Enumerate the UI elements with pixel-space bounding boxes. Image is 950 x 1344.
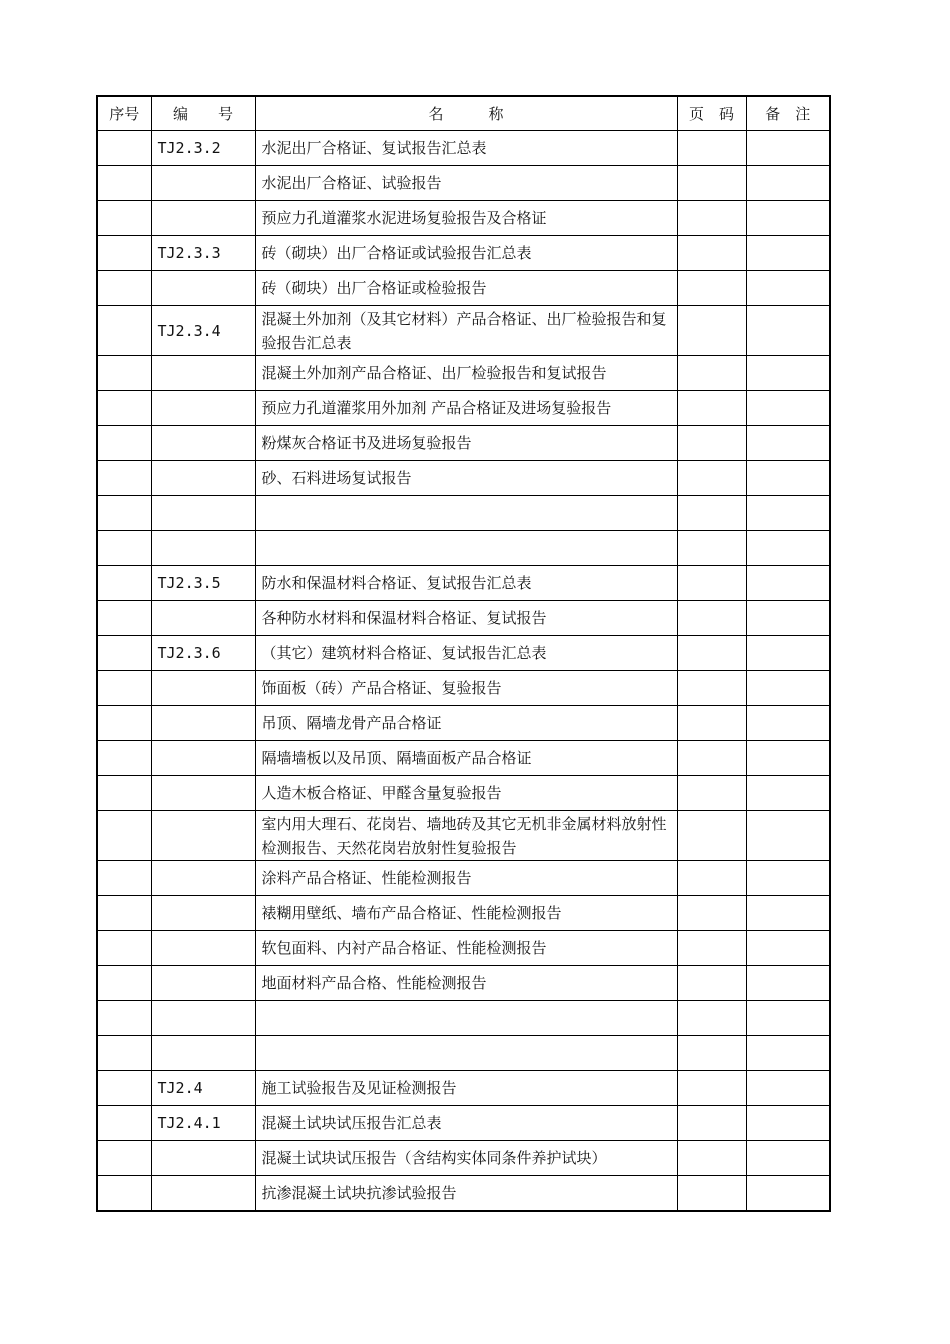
code-cell [151, 391, 255, 426]
seq-cell [97, 861, 151, 896]
code-cell [151, 271, 255, 306]
remark-cell [746, 741, 830, 776]
remark-cell [746, 1176, 830, 1212]
seq-cell [97, 496, 151, 531]
page-cell [677, 131, 746, 166]
seq-cell [97, 461, 151, 496]
remark-cell [746, 131, 830, 166]
table-row [97, 131, 830, 166]
remark-cell [746, 811, 830, 861]
remark-cell [746, 601, 830, 636]
name-cell: 砖（砌块）出厂合格证或检验报告 [255, 271, 677, 306]
remark-cell [746, 356, 830, 391]
seq-cell [97, 896, 151, 931]
header-remark: 备 注 [746, 96, 830, 131]
page-cell [677, 776, 746, 811]
name-cell: （其它）建筑材料合格证、复试报告汇总表 [255, 636, 677, 671]
code-cell [151, 356, 255, 391]
code-cell: TJ2.3.5 [151, 566, 255, 601]
seq-cell [97, 706, 151, 741]
seq-cell [97, 931, 151, 966]
page-cell [677, 1036, 746, 1071]
table-row [97, 461, 830, 496]
page-cell [677, 896, 746, 931]
remark-cell [746, 966, 830, 1001]
seq-cell [97, 391, 151, 426]
page-cell [677, 741, 746, 776]
remark-cell [746, 236, 830, 271]
name-cell: 预应力孔道灌浆用外加剂 产品合格证及进场复验报告 [255, 391, 677, 426]
table-row [97, 1001, 830, 1036]
code-cell [151, 531, 255, 566]
page-cell [677, 496, 746, 531]
seq-cell [97, 1176, 151, 1212]
table-row [97, 566, 830, 601]
name-cell: 饰面板（砖）产品合格证、复验报告 [255, 671, 677, 706]
table-body [97, 131, 830, 1212]
code-cell [151, 1176, 255, 1212]
seq-cell [97, 306, 151, 356]
seq-cell [97, 531, 151, 566]
remark-cell [746, 706, 830, 741]
name-cell: 各种防水材料和保温材料合格证、复试报告 [255, 601, 677, 636]
remark-cell [746, 201, 830, 236]
code-cell [151, 776, 255, 811]
table-row [97, 166, 830, 201]
name-cell: 软包面料、内衬产品合格证、性能检测报告 [255, 931, 677, 966]
code-cell [151, 861, 255, 896]
page-cell [677, 811, 746, 861]
name-cell [255, 531, 677, 566]
code-cell [151, 966, 255, 1001]
table-row [97, 391, 830, 426]
remark-cell [746, 391, 830, 426]
name-cell: 裱糊用壁纸、墙布产品合格证、性能检测报告 [255, 896, 677, 931]
code-cell [151, 461, 255, 496]
table-row [97, 776, 830, 811]
name-cell: 涂料产品合格证、性能检测报告 [255, 861, 677, 896]
code-cell: TJ2.4 [151, 1071, 255, 1106]
table-row [97, 706, 830, 741]
page-cell [677, 671, 746, 706]
page-cell [677, 601, 746, 636]
header-page: 页 码 [677, 96, 746, 131]
seq-cell [97, 1106, 151, 1141]
name-cell: 粉煤灰合格证书及进场复验报告 [255, 426, 677, 461]
table-row [97, 861, 830, 896]
document-index-table [96, 95, 831, 1212]
remark-cell [746, 461, 830, 496]
seq-cell [97, 671, 151, 706]
code-cell [151, 896, 255, 931]
page-cell [677, 391, 746, 426]
name-cell: 混凝土外加剂（及其它材料）产品合格证、出厂检验报告和复验报告汇总表 [255, 306, 677, 356]
table-row [97, 931, 830, 966]
remark-cell [746, 271, 830, 306]
code-cell [151, 1001, 255, 1036]
code-cell: TJ2.3.4 [151, 306, 255, 356]
remark-cell [746, 931, 830, 966]
name-cell: 施工试验报告及见证检测报告 [255, 1071, 677, 1106]
page-cell [677, 426, 746, 461]
seq-cell [97, 356, 151, 391]
name-cell [255, 1001, 677, 1036]
code-cell: TJ2.4.1 [151, 1106, 255, 1141]
page-cell [677, 706, 746, 741]
remark-cell [746, 636, 830, 671]
table-row [97, 1176, 830, 1212]
table-row [97, 601, 830, 636]
name-cell: 防水和保温材料合格证、复试报告汇总表 [255, 566, 677, 601]
code-cell [151, 931, 255, 966]
seq-cell [97, 1071, 151, 1106]
table-row [97, 496, 830, 531]
name-cell: 地面材料产品合格、性能检测报告 [255, 966, 677, 1001]
remark-cell [746, 671, 830, 706]
code-cell [151, 671, 255, 706]
page-cell [677, 531, 746, 566]
table-row [97, 741, 830, 776]
remark-cell [746, 1001, 830, 1036]
remark-cell [746, 1071, 830, 1106]
table-row [97, 636, 830, 671]
remark-cell [746, 1141, 830, 1176]
code-cell: TJ2.3.2 [151, 131, 255, 166]
page-cell [677, 271, 746, 306]
page-cell [677, 306, 746, 356]
table-row [97, 236, 830, 271]
table-row [97, 811, 830, 861]
page-cell [677, 461, 746, 496]
page-cell [677, 1176, 746, 1212]
seq-cell [97, 1001, 151, 1036]
header-seq: 序号 [97, 96, 151, 131]
table-row [97, 306, 830, 356]
name-cell: 混凝土试块试压报告汇总表 [255, 1106, 677, 1141]
page-cell [677, 1141, 746, 1176]
name-cell: 混凝土试块试压报告（含结构实体同条件养护试块） [255, 1141, 677, 1176]
code-cell [151, 741, 255, 776]
code-cell: TJ2.3.6 [151, 636, 255, 671]
seq-cell [97, 131, 151, 166]
page-cell [677, 636, 746, 671]
code-cell [151, 496, 255, 531]
name-cell: 预应力孔道灌浆水泥进场复验报告及合格证 [255, 201, 677, 236]
table-row [97, 1106, 830, 1141]
page-cell [677, 201, 746, 236]
seq-cell [97, 1036, 151, 1071]
remark-cell [746, 496, 830, 531]
name-cell: 水泥出厂合格证、复试报告汇总表 [255, 131, 677, 166]
table-row [97, 201, 830, 236]
name-cell: 水泥出厂合格证、试验报告 [255, 166, 677, 201]
remark-cell [746, 776, 830, 811]
table-row [97, 1141, 830, 1176]
remark-cell [746, 861, 830, 896]
table-row [97, 966, 830, 1001]
name-cell: 人造木板合格证、甲醛含量复验报告 [255, 776, 677, 811]
seq-cell [97, 776, 151, 811]
code-cell: TJ2.3.3 [151, 236, 255, 271]
header-row [97, 96, 830, 131]
remark-cell [746, 531, 830, 566]
table-row [97, 271, 830, 306]
header-name: 名 称 [255, 96, 677, 131]
name-cell: 砂、石料进场复试报告 [255, 461, 677, 496]
page-cell [677, 966, 746, 1001]
seq-cell [97, 966, 151, 1001]
name-cell: 隔墙墙板以及吊顶、隔墙面板产品合格证 [255, 741, 677, 776]
page-cell [677, 1071, 746, 1106]
page-cell [677, 1001, 746, 1036]
code-cell [151, 706, 255, 741]
name-cell: 室内用大理石、花岗岩、墙地砖及其它无机非金属材料放射性检测报告、天然花岗岩放射性复验报告 [255, 811, 677, 861]
name-cell: 砖（砌块）出厂合格证或试验报告汇总表 [255, 236, 677, 271]
code-cell [151, 1141, 255, 1176]
remark-cell [746, 1106, 830, 1141]
page-cell [677, 931, 746, 966]
page-cell [677, 166, 746, 201]
code-cell [151, 601, 255, 636]
page-cell [677, 1106, 746, 1141]
page-cell [677, 861, 746, 896]
table-row [97, 671, 830, 706]
code-cell [151, 166, 255, 201]
seq-cell [97, 201, 151, 236]
seq-cell [97, 636, 151, 671]
seq-cell [97, 1141, 151, 1176]
table-row [97, 896, 830, 931]
remark-cell [746, 566, 830, 601]
page-cell [677, 236, 746, 271]
seq-cell [97, 271, 151, 306]
seq-cell [97, 236, 151, 271]
seq-cell [97, 566, 151, 601]
name-cell: 混凝土外加剂产品合格证、出厂检验报告和复试报告 [255, 356, 677, 391]
table-row [97, 531, 830, 566]
remark-cell [746, 166, 830, 201]
header-code: 编 号 [151, 96, 255, 131]
table-row [97, 1071, 830, 1106]
table-row [97, 1036, 830, 1071]
remark-cell [746, 306, 830, 356]
code-cell [151, 201, 255, 236]
name-cell: 抗渗混凝土试块抗渗试验报告 [255, 1176, 677, 1212]
name-cell [255, 496, 677, 531]
remark-cell [746, 426, 830, 461]
table-row [97, 426, 830, 461]
remark-cell [746, 1036, 830, 1071]
name-cell [255, 1036, 677, 1071]
seq-cell [97, 601, 151, 636]
seq-cell [97, 426, 151, 461]
remark-cell [746, 896, 830, 931]
page-cell [677, 566, 746, 601]
page-cell [677, 356, 746, 391]
seq-cell [97, 166, 151, 201]
seq-cell [97, 811, 151, 861]
code-cell [151, 811, 255, 861]
code-cell [151, 1036, 255, 1071]
code-cell [151, 426, 255, 461]
seq-cell [97, 741, 151, 776]
table-row [97, 356, 830, 391]
name-cell: 吊顶、隔墙龙骨产品合格证 [255, 706, 677, 741]
